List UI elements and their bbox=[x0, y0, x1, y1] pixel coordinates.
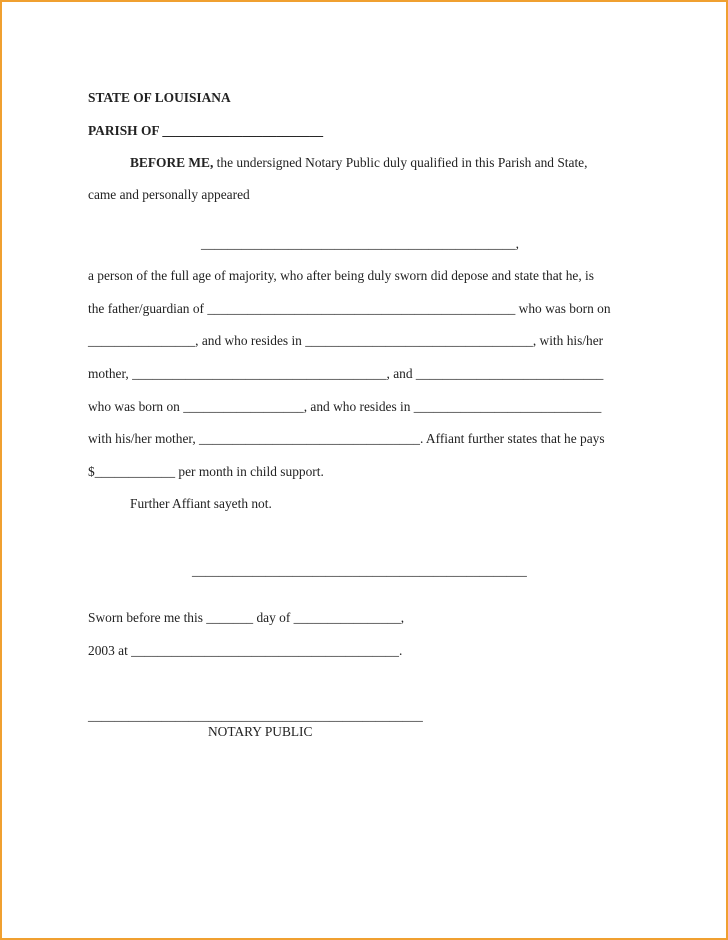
body-line-3: ________________, and who resides in __________________________________, with his/her bbox=[88, 333, 604, 348]
parish-line: PARISH OF ________________________ bbox=[88, 123, 324, 138]
body-line-7: $____________ per month in child support. bbox=[88, 464, 324, 479]
before-me-paragraph bbox=[130, 155, 587, 171]
body-line-6: with his/her mother, _________________________________. Affiant further states that he pays bbox=[88, 431, 605, 446]
sworn-line: Sworn before me this _______ day of ________________, bbox=[88, 610, 405, 625]
appearer-name-blank: _______________________________________________, bbox=[201, 236, 520, 251]
notary-signature-line: __________________________________________________ bbox=[88, 708, 423, 723]
appeared-line: came and personally appeared bbox=[88, 187, 250, 202]
state-heading: STATE OF LOUISIANA bbox=[88, 90, 231, 105]
body-line-5: who was born on __________________, and who resides in ____________________________ bbox=[88, 399, 602, 414]
body-line-2: the father/guardian of ______________________________________________ who was born on bbox=[88, 301, 611, 316]
body-line-1: a person of the full age of majority, who after being duly sworn did depose and state that he, is bbox=[88, 268, 594, 283]
notary-public-label: NOTARY PUBLIC bbox=[208, 724, 313, 739]
before-me-bold: BEFORE ME, bbox=[130, 155, 214, 170]
affiant-signature-line: __________________________________________________ bbox=[192, 563, 527, 578]
body-line-4: mother, ______________________________________, and ____________________________ bbox=[88, 366, 604, 381]
further-affiant-line: Further Affiant sayeth not. bbox=[130, 496, 272, 511]
before-me-rest: the undersigned Notary Public duly qualified in this Parish and State, bbox=[213, 155, 588, 170]
year-at-line: 2003 at ________________________________________. bbox=[88, 643, 403, 658]
